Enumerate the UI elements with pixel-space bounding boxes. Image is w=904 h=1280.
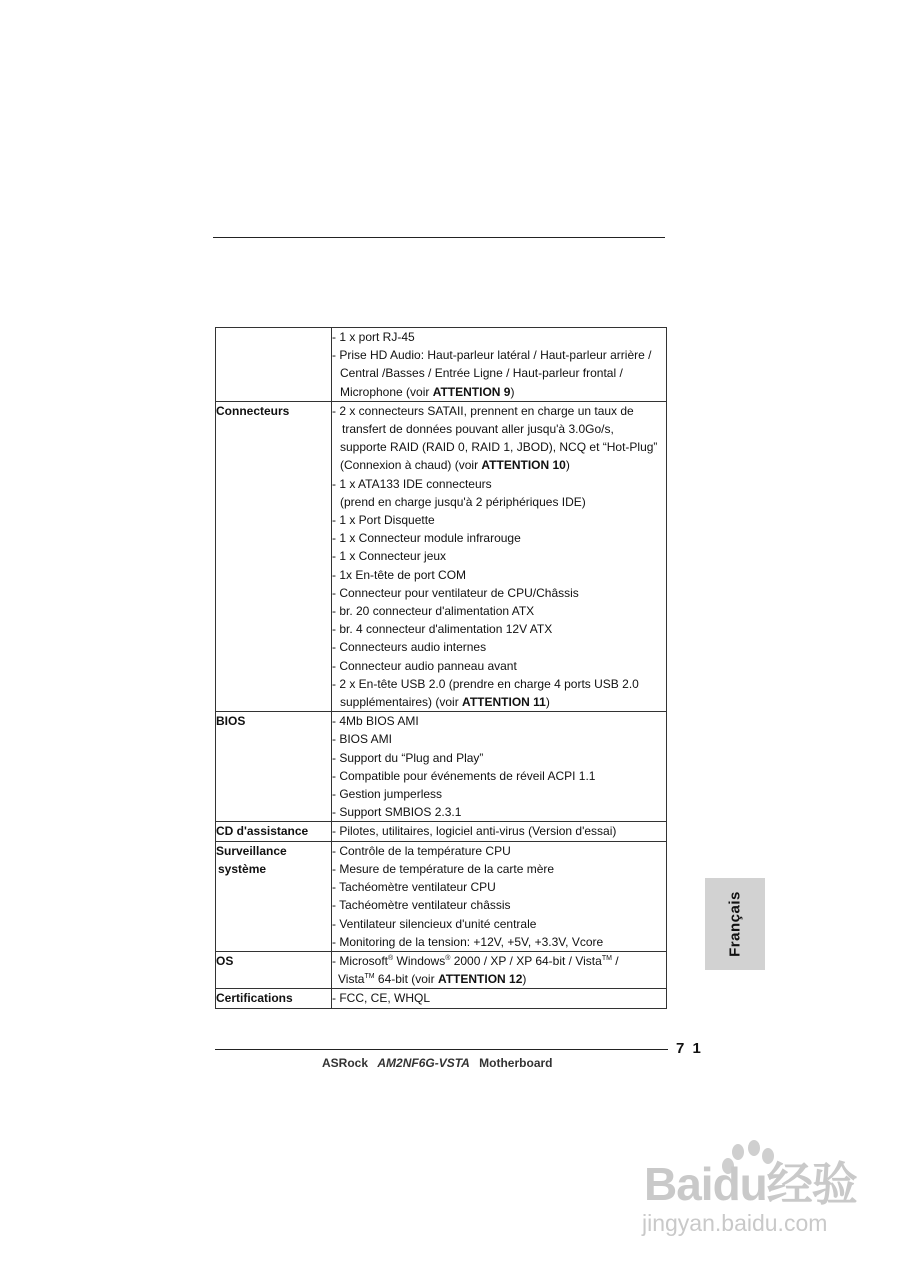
spec-line: - Connecteurs audio internes xyxy=(332,640,487,655)
spec-line: - Connecteur pour ventilateur de CPU/Châssis xyxy=(332,585,579,600)
spec-line: - 1 x ATA133 IDE connecteurs xyxy=(332,476,492,491)
spec-row xyxy=(216,328,667,402)
attention-ref: ATTENTION 9 xyxy=(432,384,511,399)
spec-line: - Mesure de température de la carte mère xyxy=(332,861,555,876)
spec-row xyxy=(216,822,667,841)
spec-line: - 1 x Connecteur jeux xyxy=(332,549,447,564)
spec-line: - Connecteur audio panneau avant xyxy=(332,658,517,673)
spec-row xyxy=(216,989,667,1008)
spec-line: - Support du “Plug and Play” xyxy=(332,750,484,765)
spec-line: - Pilotes, utilitaires, logiciel anti-virus (Version d'essai) xyxy=(332,824,617,839)
spec-line: supplémentaires) (voir ATTENTION 11) xyxy=(340,695,550,710)
spec-line: - Contrôle de la température CPU xyxy=(332,843,511,858)
spec-line: - Prise HD Audio: Haut-parleur latéral / Haut-parleur arrière / xyxy=(332,348,652,363)
spec-values xyxy=(332,328,667,402)
spec-values xyxy=(332,841,667,951)
spec-line: (Connexion à chaud) (voir ATTENTION 10) xyxy=(340,458,570,473)
spec-line: Central /Basses / Entrée Ligne / Haut-parleur frontal / xyxy=(340,366,623,381)
spec-line: transfert de données pouvant aller jusqu'à 3.0Go/s, xyxy=(342,422,614,437)
spec-label-text: Certifications xyxy=(216,991,293,1006)
footer xyxy=(322,1056,553,1070)
footer-brand: ASRock xyxy=(322,1056,369,1070)
spec-line: Microphone (voir ATTENTION 9) xyxy=(340,384,515,399)
attention-ref: ATTENTION 12 xyxy=(437,972,523,987)
spec-values xyxy=(332,822,667,841)
spec-line: - Support SMBIOS 2.3.1 xyxy=(332,805,462,820)
spec-line: - 1 x Connecteur module infrarouge xyxy=(332,531,521,546)
spec-label-text: OS xyxy=(216,953,234,968)
spec-label-text: BIOS xyxy=(216,714,246,729)
trademark-mark: TM xyxy=(601,954,612,962)
spec-label-text: Connecteurs xyxy=(216,403,290,418)
registered-mark: ® xyxy=(388,954,394,962)
spec-line: - br. 4 connecteur d'alimentation 12V ATX xyxy=(332,622,553,637)
page-number: 7 1 xyxy=(676,1040,703,1057)
spec-label xyxy=(216,841,332,951)
spec-values xyxy=(332,401,667,711)
footer-product: Motherboard xyxy=(479,1056,553,1070)
spec-line: - 4Mb BIOS AMI xyxy=(332,714,419,729)
footer-model: AM2NF6G-VSTA xyxy=(377,1056,470,1070)
watermark-logo: Baidu经验 xyxy=(644,1158,857,1210)
spec-row xyxy=(216,951,667,988)
registered-mark: ® xyxy=(445,954,451,962)
spec-line: - 1 x Port Disquette xyxy=(332,513,435,528)
spec-row xyxy=(216,712,667,822)
attention-ref: ATTENTION 10 xyxy=(481,458,566,473)
bottom-rule xyxy=(215,1049,668,1050)
top-rule xyxy=(213,237,665,238)
spec-line: - Gestion jumperless xyxy=(332,787,443,802)
spec-label xyxy=(216,712,332,822)
spec-line: - 1x En-tête de port COM xyxy=(332,567,467,582)
spec-line: Vista™ 64-bit (voir ATTENTION 12) xyxy=(338,972,527,987)
spec-line: - Compatible pour événements de réveil ACPI 1.1 xyxy=(332,768,596,783)
spec-line: - Monitoring de la tension: +12V, +5V, +3.3V, Vcore xyxy=(332,934,604,949)
spec-row xyxy=(216,841,667,951)
trademark-mark: TM xyxy=(364,973,375,981)
spec-label-text: système xyxy=(218,861,267,876)
spec-label xyxy=(216,951,332,988)
spec-label xyxy=(216,328,332,402)
watermark xyxy=(638,1140,857,1250)
spec-line: - 2 x connecteurs SATAII, prennent en charge un taux de xyxy=(332,403,634,418)
spec-line: - Microsoft® Windows® 2000 / XP / XP 64-bit / Vista™ / xyxy=(332,953,619,968)
attention-ref: ATTENTION 11 xyxy=(462,695,546,710)
spec-line: - Tachéomètre ventilateur CPU xyxy=(332,880,496,895)
spec-line: - 1 x port RJ-45 xyxy=(332,330,415,344)
spec-values xyxy=(332,712,667,822)
spec-line: - FCC, CE, WHQL xyxy=(332,991,430,1006)
language-tab xyxy=(705,878,765,970)
spec-values xyxy=(332,989,667,1008)
spec-table xyxy=(215,327,667,1009)
spec-line: - br. 20 connecteur d'alimentation ATX xyxy=(332,604,535,619)
spec-line: - Ventilateur silencieux d'unité centrale xyxy=(332,916,537,931)
spec-label xyxy=(216,822,332,841)
spec-label xyxy=(216,989,332,1008)
spec-label-text: CD d'assistance xyxy=(216,824,309,839)
spec-values xyxy=(332,951,667,988)
spec-line: (prend en charge jusqu'à 2 périphériques IDE) xyxy=(340,494,586,509)
spec-label xyxy=(216,401,332,711)
language-tab-label: Français xyxy=(726,891,744,957)
spec-line: supporte RAID (RAID 0, RAID 1, JBOD), NCQ et “Hot-Plug” xyxy=(340,440,658,455)
spec-line: - 2 x En-tête USB 2.0 (prendre en charge 4 ports USB 2.0 xyxy=(332,676,639,691)
spec-label-text: Surveillance xyxy=(216,843,287,858)
spec-row xyxy=(216,401,667,711)
watermark-url: jingyan.baidu.com xyxy=(642,1210,828,1236)
spec-line: - BIOS AMI xyxy=(332,732,393,747)
spec-line: - Tachéomètre ventilateur châssis xyxy=(332,898,511,913)
